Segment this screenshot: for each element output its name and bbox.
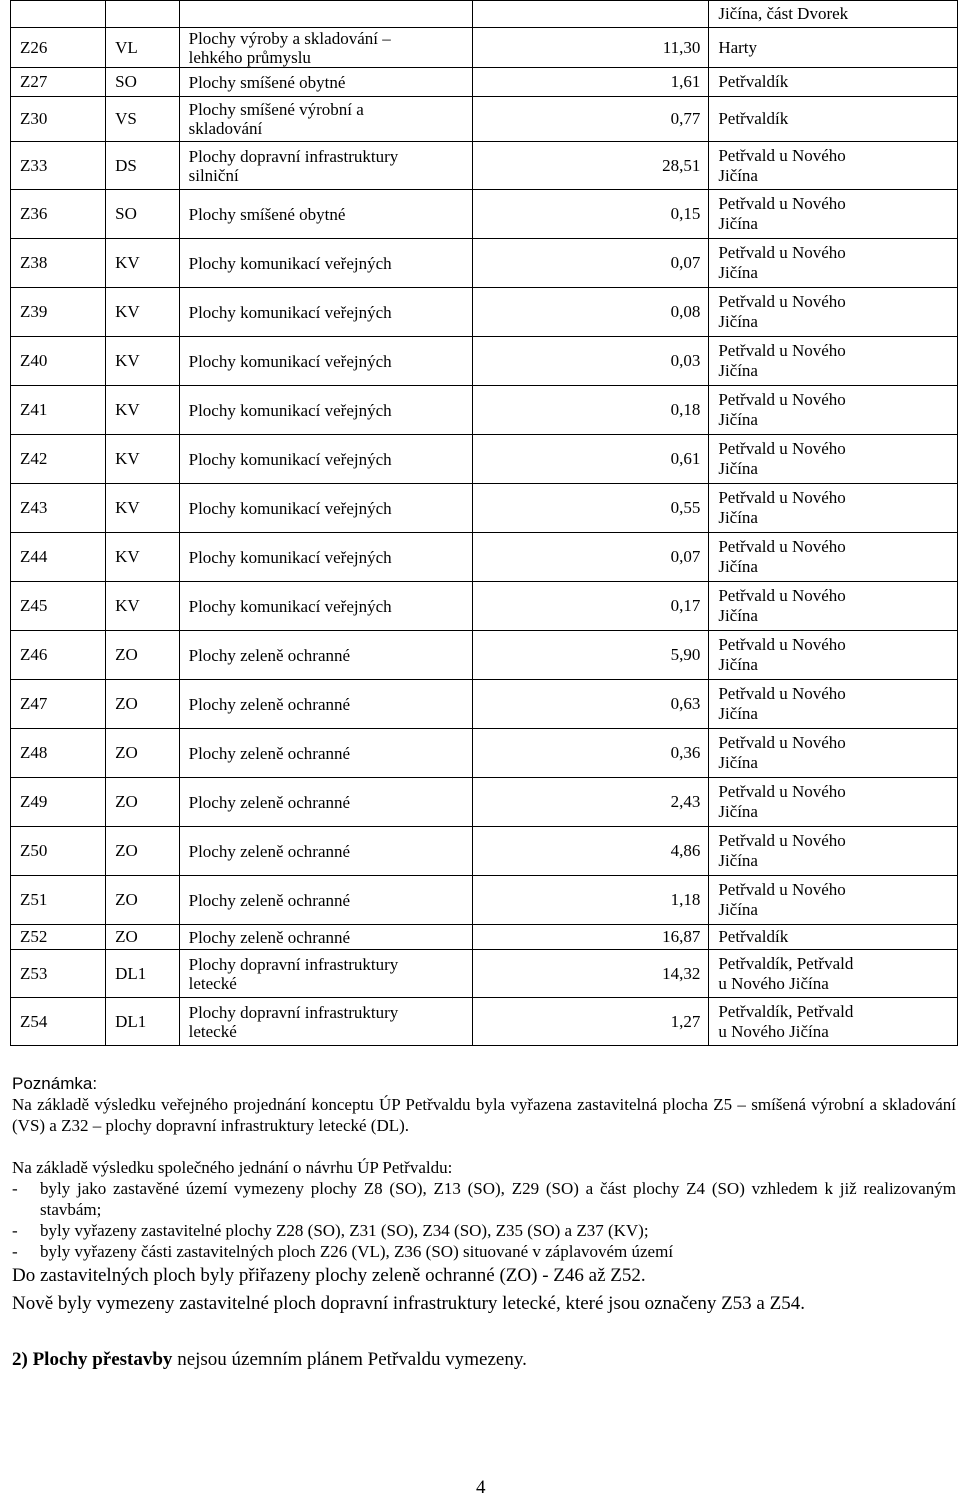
cell-area-size: 5,90 <box>472 631 709 680</box>
cell-area-size: 0,08 <box>472 288 709 337</box>
cell-area-id: Z51 <box>11 876 106 925</box>
cell-area-type: Plochy komunikací veřejných <box>179 239 472 288</box>
cell-location: Jičína, část Dvorek <box>709 1 958 28</box>
table-row <box>11 680 958 729</box>
cell-code: DS <box>106 142 180 190</box>
list-item: - byly jako zastavěné území vymezeny plochy Z8 (SO), Z13 (SO), Z29 (SO) a část plochy Z4 (SO) vzhledem k již realizovaným stavbám; <box>12 1179 956 1219</box>
cell-area-id: Z49 <box>11 778 106 827</box>
note-paragraph-4: Nově byly vymezeny zastavitelné ploch dopravní infrastruktury letecké, které jsou označeny Z53 a Z54. <box>12 1293 805 1314</box>
cell-location: Petřvald u Nového Jičína <box>709 288 958 337</box>
cell-location: Petřvald u Nového Jičína <box>709 631 958 680</box>
table-row <box>11 998 958 1046</box>
table-row <box>11 239 958 288</box>
table-row <box>11 950 958 998</box>
cell-area-type: Plochy smíšené výrobní a skladování <box>179 97 472 142</box>
cell-area-id: Z30 <box>11 97 106 142</box>
cell-area-id: Z47 <box>11 680 106 729</box>
cell-code: ZO <box>106 631 180 680</box>
cell-location: Petřvald u Nového Jičína <box>709 876 958 925</box>
areas-table <box>10 0 958 1046</box>
areas-table-body <box>11 1 958 1046</box>
cell-area-type: Plochy zeleně ochranné <box>179 827 472 876</box>
table-row <box>11 484 958 533</box>
cell-area-id: Z26 <box>11 28 106 68</box>
cell-area-size: 1,18 <box>472 876 709 925</box>
cell-location: Petřvaldík <box>709 97 958 142</box>
cell-area-type: Plochy výroby a skladování – lehkého průmyslu <box>179 28 472 68</box>
cell-location: Petřvald u Nového Jičína <box>709 533 958 582</box>
note-paragraph-3: Do zastavitelných ploch byly přiřazeny plochy zeleně ochranné (ZO) - Z46 až Z52. <box>12 1265 646 1286</box>
cell-area-size: 1,61 <box>472 68 709 97</box>
list-item: - byly vyřazeny zastavitelné plochy Z28 (SO), Z31 (SO), Z34 (SO), Z35 (SO) a Z37 (KV); <box>12 1221 649 1240</box>
table-row-continuation <box>11 1 958 28</box>
cell-area-type: Plochy zeleně ochranné <box>179 729 472 778</box>
cell-area-id: Z52 <box>11 925 106 950</box>
table-row <box>11 631 958 680</box>
page-number: 4 <box>476 1477 486 1498</box>
section-heading <box>12 1346 956 1374</box>
list-item: - byly vyřazeny části zastavitelných ploch Z26 (VL), Z36 (SO) situované v záplavovém území <box>12 1242 674 1261</box>
cell-area-type: Plochy smíšené obytné <box>179 68 472 97</box>
cell-area-id: Z46 <box>11 631 106 680</box>
cell-area-type: Plochy zeleně ochranné <box>179 680 472 729</box>
cell-code: ZO <box>106 876 180 925</box>
cell-area-size: 0,55 <box>472 484 709 533</box>
cell-area-id: Z48 <box>11 729 106 778</box>
note-heading: Poznámka: <box>12 1074 98 1093</box>
cell-area-type: Plochy zeleně ochranné <box>179 876 472 925</box>
table-row <box>11 533 958 582</box>
cell-location: Petřvald u Nového Jičína <box>709 484 958 533</box>
cell-area-size: 0,07 <box>472 533 709 582</box>
cell-area-type: Plochy komunikací veřejných <box>179 337 472 386</box>
cell-area-type: Plochy dopravní infrastruktury letecké <box>179 998 472 1046</box>
table-row <box>11 190 958 239</box>
bullet-marker: - <box>12 1242 18 1261</box>
cell-code: ZO <box>106 680 180 729</box>
cell-code: DL1 <box>106 950 180 998</box>
cell-empty <box>11 1 106 28</box>
table-row <box>11 337 958 386</box>
cell-area-id: Z33 <box>11 142 106 190</box>
cell-area-size: 11,30 <box>472 28 709 68</box>
cell-area-type: Plochy smíšené obytné <box>179 190 472 239</box>
cell-location: Petřvald u Nového Jičína <box>709 142 958 190</box>
cell-code: KV <box>106 386 180 435</box>
cell-area-size: 0,18 <box>472 386 709 435</box>
cell-location: Petřvald u Nového Jičína <box>709 435 958 484</box>
cell-area-size: 0,03 <box>472 337 709 386</box>
cell-location: Petřvaldík, Petřvald u Nového Jičína <box>709 998 958 1046</box>
note-bullet-list <box>12 1178 956 1262</box>
section-text: nejsou územním plánem Petřvaldu vymezeny. <box>172 1349 527 1370</box>
table-row <box>11 97 958 142</box>
cell-code: VL <box>106 28 180 68</box>
cell-area-size: 0,36 <box>472 729 709 778</box>
cell-location: Petřvald u Nového Jičína <box>709 827 958 876</box>
cell-empty <box>179 1 472 28</box>
table-row <box>11 28 958 68</box>
table-row <box>11 68 958 97</box>
cell-area-id: Z27 <box>11 68 106 97</box>
table-row <box>11 729 958 778</box>
cell-area-id: Z44 <box>11 533 106 582</box>
cell-location: Petřvaldík <box>709 925 958 950</box>
cell-area-type: Plochy zeleně ochranné <box>179 631 472 680</box>
cell-area-id: Z41 <box>11 386 106 435</box>
cell-area-id: Z36 <box>11 190 106 239</box>
cell-code: ZO <box>106 729 180 778</box>
cell-area-type: Plochy zeleně ochranné <box>179 778 472 827</box>
cell-area-id: Z38 <box>11 239 106 288</box>
bullet-marker: - <box>12 1221 18 1240</box>
cell-location: Petřvald u Nového Jičína <box>709 190 958 239</box>
cell-location: Petřvald u Nového Jičína <box>709 778 958 827</box>
table-row <box>11 582 958 631</box>
cell-code: ZO <box>106 827 180 876</box>
cell-code: SO <box>106 190 180 239</box>
cell-code: SO <box>106 68 180 97</box>
cell-area-size: 0,17 <box>472 582 709 631</box>
cell-code: KV <box>106 288 180 337</box>
cell-empty <box>106 1 180 28</box>
cell-location: Petřvald u Nového Jičína <box>709 729 958 778</box>
cell-area-id: Z54 <box>11 998 106 1046</box>
cell-area-size: 14,32 <box>472 950 709 998</box>
cell-area-size: 0,15 <box>472 190 709 239</box>
cell-area-id: Z42 <box>11 435 106 484</box>
cell-area-type: Plochy komunikací veřejných <box>179 484 472 533</box>
cell-empty <box>472 1 709 28</box>
cell-location: Petřvald u Nového Jičína <box>709 680 958 729</box>
table-row <box>11 142 958 190</box>
cell-code: KV <box>106 337 180 386</box>
cell-area-size: 1,27 <box>472 998 709 1046</box>
cell-location: Petřvald u Nového Jičína <box>709 239 958 288</box>
cell-area-size: 4,86 <box>472 827 709 876</box>
bullet-marker: - <box>12 1179 18 1198</box>
cell-area-type: Plochy zeleně ochranné <box>179 925 472 950</box>
cell-location: Petřvald u Nového Jičína <box>709 337 958 386</box>
cell-code: KV <box>106 435 180 484</box>
cell-area-type: Plochy komunikací veřejných <box>179 582 472 631</box>
cell-code: KV <box>106 239 180 288</box>
note-paragraph-2: Na základě výsledku společného jednání o návrhu ÚP Petřvaldu: <box>12 1158 453 1177</box>
cell-code: ZO <box>106 778 180 827</box>
cell-location: Petřvald u Nového Jičína <box>709 386 958 435</box>
table-row <box>11 288 958 337</box>
cell-area-size: 28,51 <box>472 142 709 190</box>
table-row <box>11 435 958 484</box>
cell-area-id: Z45 <box>11 582 106 631</box>
note-paragraph-1: Na základě výsledku veřejného projednání konceptu ÚP Petřvaldu byla vyřazena zastavitelná plocha Z5 – smíšená výrobní a skladování (VS) a Z32 – plochy dopravní infrastruktury letecké (DL). <box>12 1095 956 1135</box>
table-row <box>11 778 958 827</box>
cell-code: DL1 <box>106 998 180 1046</box>
cell-area-id: Z50 <box>11 827 106 876</box>
table-row <box>11 827 958 876</box>
cell-location: Petřvaldík, Petřvald u Nového Jičína <box>709 950 958 998</box>
section-title: 2) Plochy přestavby <box>12 1349 173 1370</box>
cell-area-size: 0,61 <box>472 435 709 484</box>
cell-area-size: 2,43 <box>472 778 709 827</box>
cell-location: Petřvald u Nového Jičína <box>709 582 958 631</box>
cell-area-type: Plochy dopravní infrastruktury letecké <box>179 950 472 998</box>
cell-area-size: 0,63 <box>472 680 709 729</box>
table-row <box>11 876 958 925</box>
cell-area-type: Plochy komunikací veřejných <box>179 435 472 484</box>
cell-area-id: Z39 <box>11 288 106 337</box>
notes-section <box>12 1073 956 1374</box>
cell-code: KV <box>106 484 180 533</box>
cell-area-size: 0,77 <box>472 97 709 142</box>
cell-area-type: Plochy dopravní infrastruktury silniční <box>179 142 472 190</box>
cell-code: KV <box>106 582 180 631</box>
table-row <box>11 925 958 950</box>
cell-area-id: Z43 <box>11 484 106 533</box>
cell-area-id: Z40 <box>11 337 106 386</box>
cell-code: VS <box>106 97 180 142</box>
cell-location: Petřvaldík <box>709 68 958 97</box>
cell-location: Harty <box>709 28 958 68</box>
cell-area-size: 0,07 <box>472 239 709 288</box>
cell-area-id: Z53 <box>11 950 106 998</box>
cell-area-type: Plochy komunikací veřejných <box>179 288 472 337</box>
cell-code: ZO <box>106 925 180 950</box>
cell-area-type: Plochy komunikací veřejných <box>179 533 472 582</box>
cell-area-type: Plochy komunikací veřejných <box>179 386 472 435</box>
cell-area-size: 16,87 <box>472 925 709 950</box>
table-row <box>11 386 958 435</box>
cell-code: KV <box>106 533 180 582</box>
